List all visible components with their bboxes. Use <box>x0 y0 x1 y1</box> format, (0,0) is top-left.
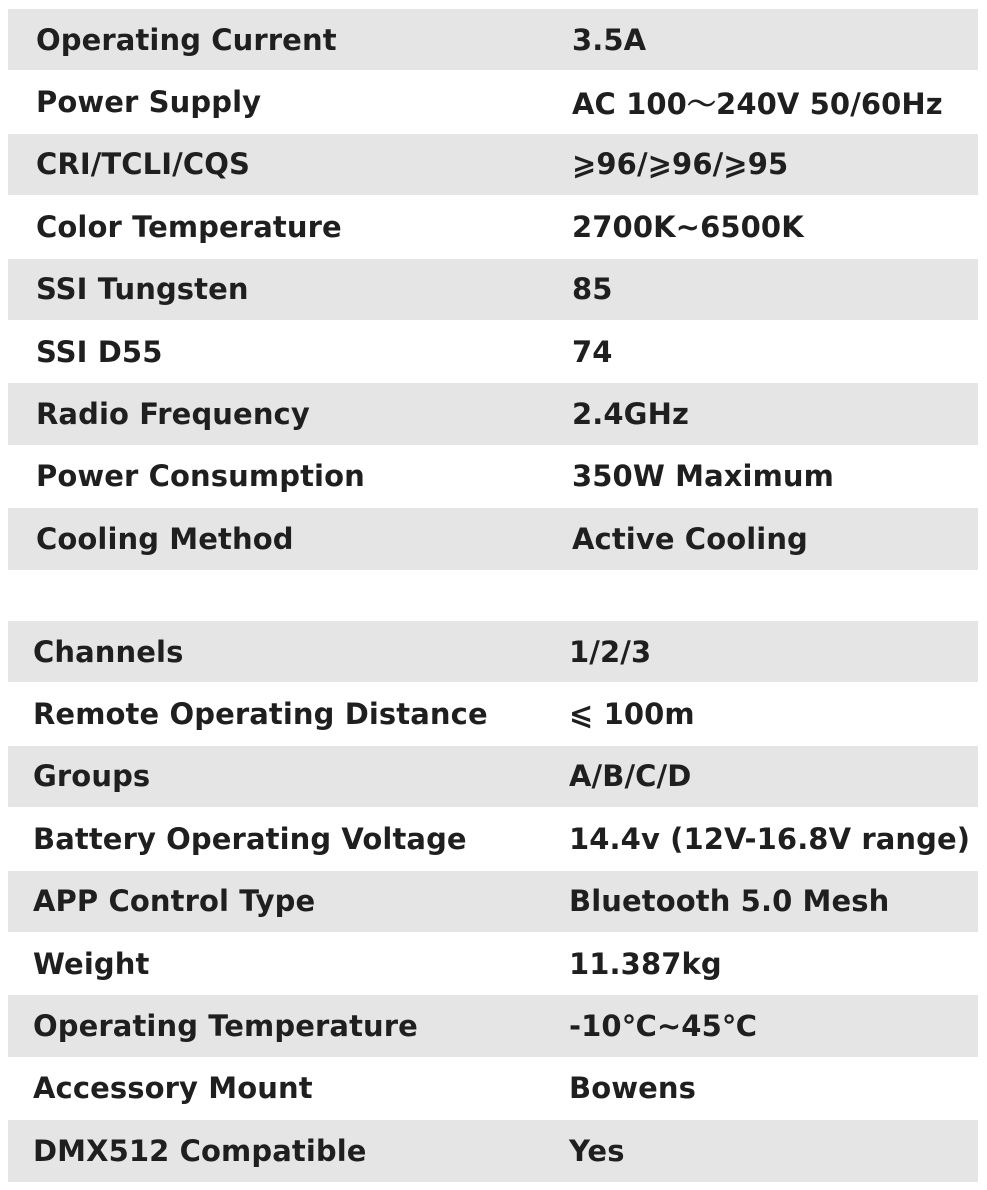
spec-label: Operating Temperature <box>33 1009 418 1044</box>
spec-value: 2.4GHz <box>572 397 689 432</box>
spec-row-ssi-tungsten <box>8 259 978 321</box>
spec-value: A/B/C/D <box>569 759 692 794</box>
spec-row-battery-operating-voltage <box>8 808 978 870</box>
spec-label: DMX512 Compatible <box>33 1133 367 1168</box>
spec-label: Groups <box>33 759 151 794</box>
spec-value: Active Cooling <box>572 521 808 556</box>
spec-row-operating-current <box>8 9 978 71</box>
spec-value: 1/2/3 <box>569 634 652 669</box>
spec-label: CRI/TCLI/CQS <box>36 147 250 182</box>
spec-label: Power Supply <box>36 85 262 120</box>
spec-row-weight <box>8 933 978 995</box>
spec-label: SSI Tungsten <box>36 272 249 307</box>
spec-value: 14.4v (12V-16.8V range) <box>569 821 971 856</box>
spec-row-ssi-d55 <box>8 321 978 383</box>
spec-value: ⩽ 100m <box>569 697 695 732</box>
spec-value: ⩾96/⩾96/⩾95 <box>572 147 789 182</box>
spec-value: Bowens <box>569 1071 696 1106</box>
spec-row-channels <box>8 621 978 683</box>
spec-row-accessory-mount <box>8 1058 978 1120</box>
spec-value: 11.387kg <box>569 946 722 981</box>
spec-label: Weight <box>33 946 150 981</box>
spec-row-operating-temperature <box>8 995 978 1057</box>
spec-value: -10℃~45℃ <box>569 1009 758 1044</box>
spec-value: 2700K~6500K <box>572 209 804 244</box>
spec-label: Color Temperature <box>36 209 342 244</box>
spec-label: Battery Operating Voltage <box>33 821 467 856</box>
spec-row-color-temperature <box>8 196 978 258</box>
spec-row-power-consumption <box>8 446 978 508</box>
spec-value: 3.5A <box>572 22 647 57</box>
spec-value: Bluetooth 5.0 Mesh <box>569 884 890 919</box>
spec-value: 85 <box>572 272 613 307</box>
spec-value: AC 100～240V 50/60Hz <box>572 86 943 121</box>
spec-label: Accessory Mount <box>33 1071 313 1106</box>
spec-row-dmx512-compatible <box>8 1120 978 1182</box>
spec-value: Yes <box>569 1133 625 1168</box>
spec-row-groups <box>8 746 978 808</box>
spec-row-power-supply <box>8 71 978 133</box>
spec-value: 350W Maximum <box>572 459 834 494</box>
spec-row-radio-frequency <box>8 383 978 445</box>
spec-table-control <box>8 621 978 1183</box>
spec-row-cri-tcli-cqs <box>8 134 978 196</box>
spec-row-remote-operating-distance <box>8 683 978 745</box>
spec-label: Remote Operating Distance <box>33 697 488 732</box>
spec-label: Channels <box>33 634 184 669</box>
spec-label: Power Consumption <box>36 459 365 494</box>
spec-row-cooling-method <box>8 508 978 570</box>
spec-label: SSI D55 <box>36 334 163 369</box>
spec-table-lighting <box>8 9 978 571</box>
spec-label: Operating Current <box>36 22 337 57</box>
spec-label: APP Control Type <box>33 884 316 919</box>
spec-label: Radio Frequency <box>36 397 310 432</box>
spec-label: Cooling Method <box>36 521 294 556</box>
spec-value: 74 <box>572 334 613 369</box>
spec-row-app-control-type <box>8 871 978 933</box>
